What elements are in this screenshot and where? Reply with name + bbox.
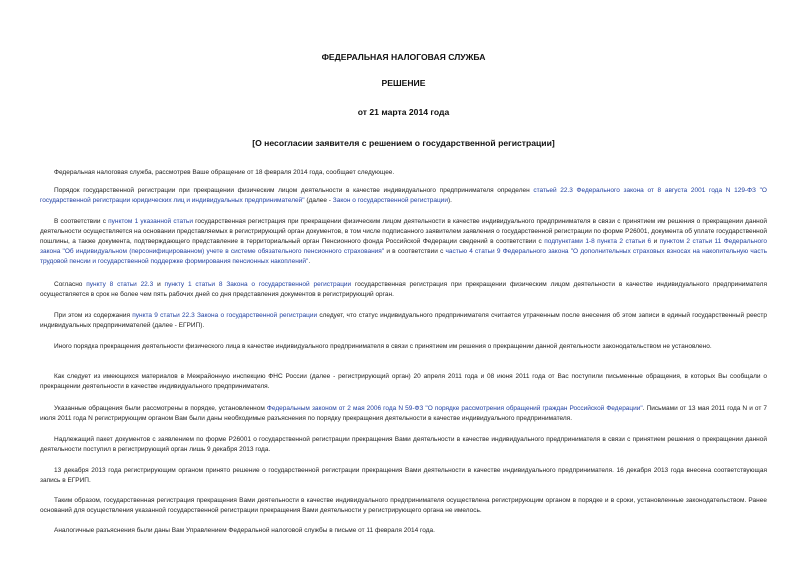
legal-reference-link[interactable]: пунктом 1 указанной статьи — [108, 218, 193, 225]
paragraph-text: ). — [447, 197, 452, 204]
paragraph-text: Надлежащий пакет документов с заявлением по форме Р26001 о государственной регистрации прекращения Вами деятельности в качестве индивидуального предпринимателя в связи с принятием решения о прекращении данной деятельности поступил в регистрирующий орган лишь 9 декабря 2013 года. — [40, 436, 767, 453]
paragraph-text: и в соответствии с — [384, 248, 446, 255]
legal-reference-link[interactable]: частью 4 статьи 9 Федерального закона "О дополнительных страховых взносах на накопительную часть трудовой пенсии и государственной поддержке формирования пенсионных накоплений" — [40, 248, 767, 265]
paragraph-text: Согласно — [54, 281, 87, 288]
paragraph-no-other-procedure — [40, 342, 767, 352]
paragraph-text: Федеральная налоговая служба, рассмотрев Ваше обращение от 18 февраля 2014 года, сообщает следующее. — [54, 169, 395, 176]
legal-reference-link[interactable]: подпунктами 1-8 пункта 2 статьи 6 — [544, 238, 652, 245]
paragraph-text: государственная регистрация при прекращении физическим лицом деятельности в качестве индивидуального предпринимателя осуществляется в срок не более чем пять рабочих дней со дня представления документов в регистрирующий орган. — [40, 281, 767, 298]
legal-reference-link[interactable]: статьей 22.3 Федерального закона от 8 августа 2001 года N 129-ФЗ "О государственной регистрации юридических лиц и индивидуальных предпринимателей" — [40, 187, 767, 204]
paragraph-review — [40, 404, 767, 424]
document-date: от 21 марта 2014 года — [357, 107, 450, 117]
paragraph-text: и — [153, 281, 165, 288]
paragraph-text: Порядок государственной регистрации при прекращении физическим лицом деятельности в качестве индивидуального предпринимателя определен — [54, 187, 534, 194]
legal-reference-link[interactable]: пункту 8 статьи 22.3 — [86, 281, 154, 288]
paragraph-procedure — [40, 186, 767, 206]
paragraph-appeals — [40, 372, 767, 392]
paragraph-registration-decision — [40, 466, 767, 486]
paragraph-text: Таким образом, государственная регистрация прекращения Вами деятельности в качестве индивидуального предпринимателя осуществлена регистрирующим органом в порядке и в сроки, установленные законодательством. Ранее оснований для осуществления указанной государственной регистрации прекращения Вами деятельности у регистрирующего органа не имелось. — [40, 497, 767, 514]
paragraph-text: Иного порядка прекращения деятельности физического лица в качестве индивидуального предпринимателя в связи с принятием им решения о прекращении данной деятельности законодательством не установлено. — [54, 343, 712, 350]
paragraph-intro — [40, 168, 767, 178]
paragraph-text: (далее - — [304, 197, 333, 204]
legal-reference-link[interactable]: пункту 1 статьи 8 Закона о государственной регистрации — [164, 281, 352, 288]
paragraph-text: Как следует из имеющихся материалов в Межрайонную инспекцию ФНС России (далее - регистрирующий орган) 20 апреля 2011 года и 08 июня 2011 года от Вас поступили письменные обращения, в которых Вы сообщали о прекращении деятельности в качестве индивидуального предпринимателя. — [40, 373, 767, 390]
paragraph-text: . — [308, 258, 311, 265]
document-organization: ФЕДЕРАЛЬНАЯ НАЛОГОВАЯ СЛУЖБА — [321, 52, 486, 62]
document-title: [О несогласии заявителя с решением о государственной регистрации] — [252, 138, 555, 148]
paragraph-conclusion — [40, 496, 767, 516]
document-type: РЕШЕНИЕ — [381, 78, 426, 88]
paragraph-text: и — [651, 238, 660, 245]
legal-reference-link[interactable]: Закон о государственной регистрации — [332, 197, 448, 204]
paragraph-status — [40, 311, 767, 331]
paragraph-text: Указанные обращения были рассмотрены в порядке, установленном — [54, 405, 267, 412]
paragraph-term — [40, 280, 767, 300]
paragraph-text: . Письмами от 13 мая 2011 года N и от 7 июля 2011 года N регистрирующим органом Вам были даны необходимые разъяснения по порядку прекращения деятельности в качестве индивидуального предпринимателя. — [40, 405, 768, 422]
paragraph-text: При этом из содержания — [54, 312, 133, 319]
paragraph-text: В соответствии с — [54, 218, 109, 225]
paragraph-text: государственная регистрация при прекращении физическим лицом деятельности в качестве индивидуального предпринимателя в связи с принятием им решения о прекращении данной деятельности осуществляется на основании представляемых в регистрирующий орган документов, в том числе подписанного заявителем заявления о государственной регистрации по форме Р26001, документа об уплате государственной пошлины, а также документа, подтверждающего представление в территориальный орган Пенсионного фонда Российской Федерации сведений в соответствии с — [40, 218, 768, 245]
paragraph-documents — [40, 217, 767, 267]
legal-reference-link[interactable]: Федеральным законом от 2 мая 2006 года N 59-ФЗ "О порядке рассмотрения обращений граждан Российской Федерации" — [266, 405, 643, 412]
legal-reference-link[interactable]: пункта 9 статьи 22.3 Закона о государственной регистрации — [132, 312, 318, 319]
paragraph-text: следует, что статус индивидуального предпринимателя считается утраченным после внесения об этом записи в единый государственный реестр индивидуальных предпринимателей (далее - ЕГРИП). — [40, 312, 768, 329]
legal-reference-link[interactable]: пунктом 2 статьи 11 Федерального закона "Об индивидуальном (персонифицированном) учете в системе обязательного пенсионного страхования" — [40, 238, 767, 255]
paragraph-documents-received — [40, 435, 767, 455]
paragraph-similar-explanations — [40, 526, 767, 536]
paragraph-text: Аналогичные разъяснения были даны Вам Управлением Федеральной налоговой службы в письме от 11 февраля 2014 года. — [54, 527, 435, 534]
paragraph-text: 13 декабря 2013 года регистрирующим органом принято решение о государственной регистрации прекращения Вами деятельности в качестве индивидуального предпринимателя. 16 декабря 2013 года внесена соответствующая запись в ЕГРИП. — [40, 467, 767, 484]
